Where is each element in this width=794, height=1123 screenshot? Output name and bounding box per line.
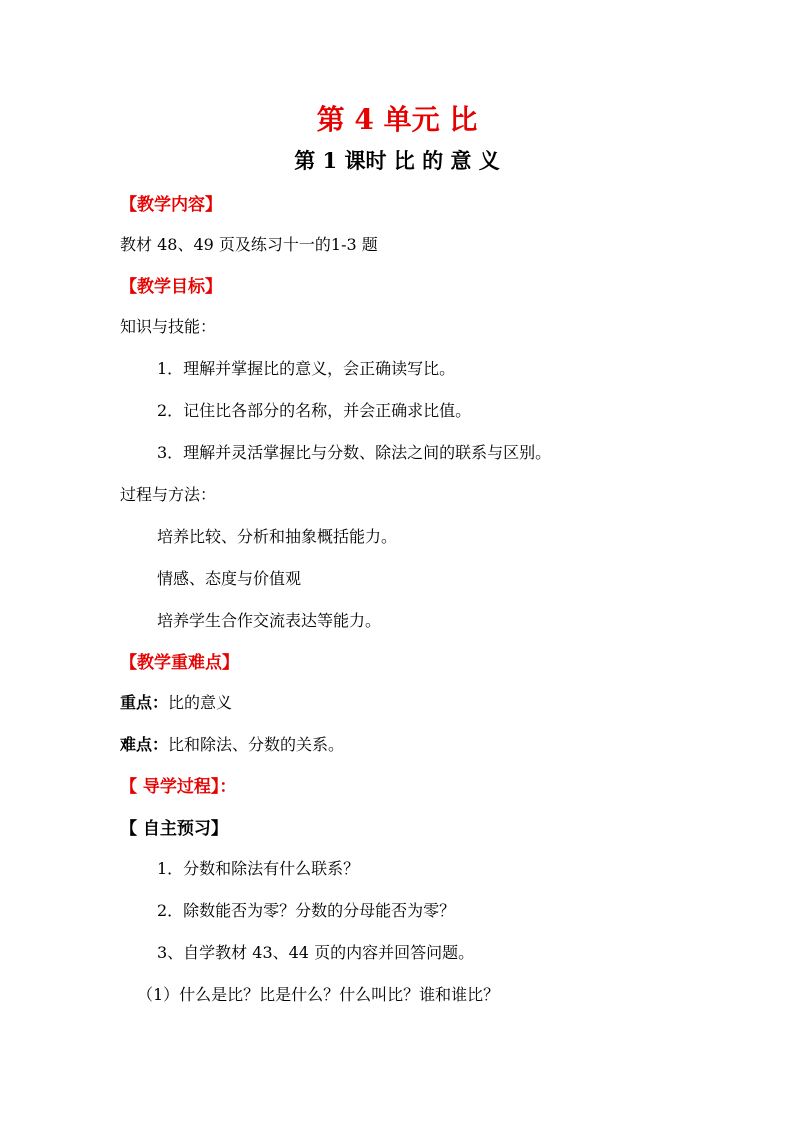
knowledge-label: 知识与技能： — [120, 317, 217, 336]
self-study-heading: 【 自主预习】 — [120, 819, 228, 839]
difficult-text: 比和除法、分数的关系。 — [168, 735, 345, 754]
goal-item-1: 1．理解并掌握比的意义，会正确读写比。 — [157, 359, 456, 378]
question-2: 2．除数能否为零？分数的分母能否为零？ — [157, 901, 456, 920]
key-label: 重点： — [120, 693, 169, 712]
sub-question: （1）什么是比？比是什么？什么叫比？谁和谁比？ — [137, 985, 500, 1004]
teaching-content-heading: 【教学内容】 — [120, 195, 222, 215]
unit-title: 第 4 单元 比 — [316, 103, 478, 136]
difficult-point-line — [120, 732, 344, 755]
question-1: 1．分数和除法有什么联系？ — [157, 859, 360, 878]
teaching-content-text: 教材 48、49 页及练习十一的1-3 题 — [120, 235, 378, 254]
key-points-heading: 【教学重难点】 — [120, 653, 239, 673]
key-text: 比的意义 — [168, 693, 233, 712]
teaching-goals-heading: 【教学目标】 — [120, 277, 222, 297]
emotion-text: 培养学生合作交流表达等能力。 — [157, 611, 382, 630]
guide-process-heading: 【 导学过程】： — [120, 777, 237, 797]
lesson-title: 第 1 课时 比 的 意 义 — [294, 148, 500, 173]
process-label: 过程与方法： — [120, 485, 217, 504]
goal-item-2: 2．记住比各部分的名称，并会正确求比值。 — [157, 401, 472, 420]
difficult-label: 难点： — [120, 735, 169, 754]
process-text: 培养比较、分析和抽象概括能力。 — [157, 527, 398, 546]
key-point-line — [120, 690, 232, 713]
emotion-label: 情感、态度与价值观 — [157, 569, 302, 588]
question-3: 3、自学教材 43、44 页的内容并回答问题。 — [157, 943, 475, 962]
goal-item-3: 3．理解并灵活掌握比与分数、除法之间的联系与区别。 — [157, 443, 552, 462]
